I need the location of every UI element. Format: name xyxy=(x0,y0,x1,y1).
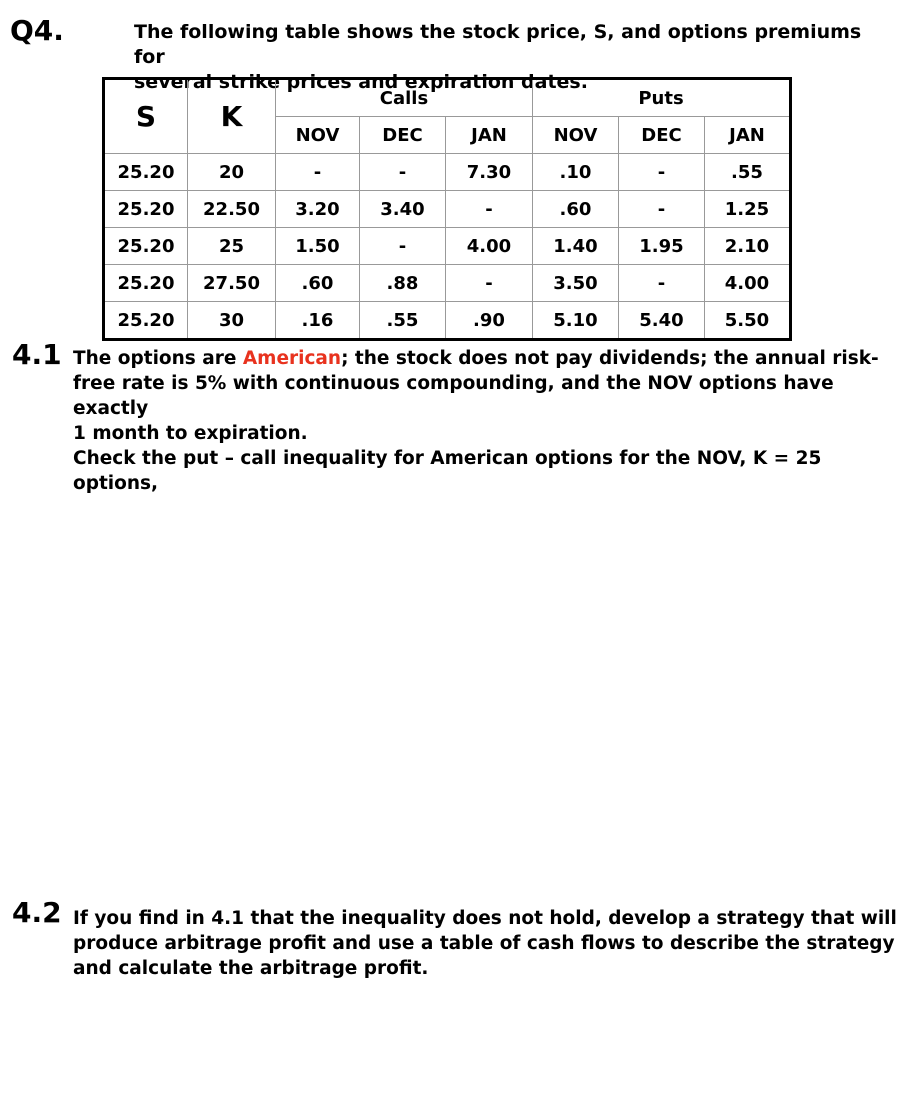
q41-pre: The options are xyxy=(73,348,243,369)
table-row xyxy=(104,302,791,340)
cell: .16 xyxy=(276,302,360,340)
q42-number: 4.2 xyxy=(12,896,62,929)
cell: 2.10 xyxy=(705,228,791,265)
cell: 1.95 xyxy=(619,228,705,265)
intro-line-1: The following table shows the stock price, S, and options premiums for xyxy=(134,21,862,68)
header-calls: Calls xyxy=(276,79,533,117)
q41-line-1 xyxy=(73,346,903,371)
cell: 4.00 xyxy=(446,228,533,265)
header-k: K xyxy=(188,79,276,154)
q41-number: 4.1 xyxy=(12,338,62,371)
cell: 3.20 xyxy=(276,191,360,228)
cell: 25.20 xyxy=(104,228,188,265)
intro-line-2: several strike prices and expiration dates. xyxy=(134,71,588,93)
month-header: JAN xyxy=(446,117,533,154)
cell: .60 xyxy=(276,265,360,302)
cell: 1.25 xyxy=(705,191,791,228)
month-header: JAN xyxy=(705,117,791,154)
month-header: DEC xyxy=(360,117,446,154)
header-s: S xyxy=(104,79,188,154)
table-row xyxy=(104,191,791,228)
q41-highlight: American xyxy=(242,348,342,369)
cell: 20 xyxy=(188,154,276,191)
cell: 3.40 xyxy=(360,191,446,228)
cell: .55 xyxy=(705,154,791,191)
q41-post: ; the stock does not pay dividends; the annual risk- xyxy=(341,348,879,369)
header-puts: Puts xyxy=(533,79,791,117)
q42-line-1: If you find in 4.1 that the inequality does not hold, develop a strategy that will xyxy=(73,908,897,929)
cell: .60 xyxy=(533,191,619,228)
cell: - xyxy=(360,228,446,265)
month-header: NOV xyxy=(533,117,619,154)
cell: 25.20 xyxy=(104,191,188,228)
q41-line-3: 1 month to expiration. xyxy=(73,423,308,444)
q42-line-3: and calculate the arbitrage profit. xyxy=(73,958,429,979)
cell: 7.30 xyxy=(446,154,533,191)
cell: - xyxy=(619,191,705,228)
cell: 25 xyxy=(188,228,276,265)
table-row xyxy=(104,154,791,191)
table-row xyxy=(104,265,791,302)
cell: - xyxy=(446,191,533,228)
cell: 1.50 xyxy=(276,228,360,265)
cell: 30 xyxy=(188,302,276,340)
month-header: NOV xyxy=(276,117,360,154)
cell: - xyxy=(276,154,360,191)
cell: .55 xyxy=(360,302,446,340)
month-header: DEC xyxy=(619,117,705,154)
cell: .90 xyxy=(446,302,533,340)
cell: .88 xyxy=(360,265,446,302)
cell: .10 xyxy=(533,154,619,191)
q42-text xyxy=(73,906,903,981)
cell: 27.50 xyxy=(188,265,276,302)
cell: 5.10 xyxy=(533,302,619,340)
cell: - xyxy=(619,265,705,302)
cell: - xyxy=(446,265,533,302)
cell: 25.20 xyxy=(104,154,188,191)
cell: 22.50 xyxy=(188,191,276,228)
cell: 25.20 xyxy=(104,302,188,340)
q42-line-2: produce arbitrage profit and use a table of cash flows to describe the strategy xyxy=(73,933,895,954)
cell: - xyxy=(619,154,705,191)
question-number: Q4. xyxy=(10,14,64,47)
table-row xyxy=(104,228,791,265)
q41-line-4: Check the put – call inequality for American options for the NOV, K = 25 options, xyxy=(73,448,822,494)
cell: 25.20 xyxy=(104,265,188,302)
cell: 1.40 xyxy=(533,228,619,265)
options-table xyxy=(102,77,792,341)
q41-text xyxy=(73,346,903,496)
cell: - xyxy=(360,154,446,191)
cell: 3.50 xyxy=(533,265,619,302)
cell: 5.40 xyxy=(619,302,705,340)
cell: 5.50 xyxy=(705,302,791,340)
q41-line-2: free rate is 5% with continuous compounding, and the NOV options have exactly xyxy=(73,373,834,419)
cell: 4.00 xyxy=(705,265,791,302)
